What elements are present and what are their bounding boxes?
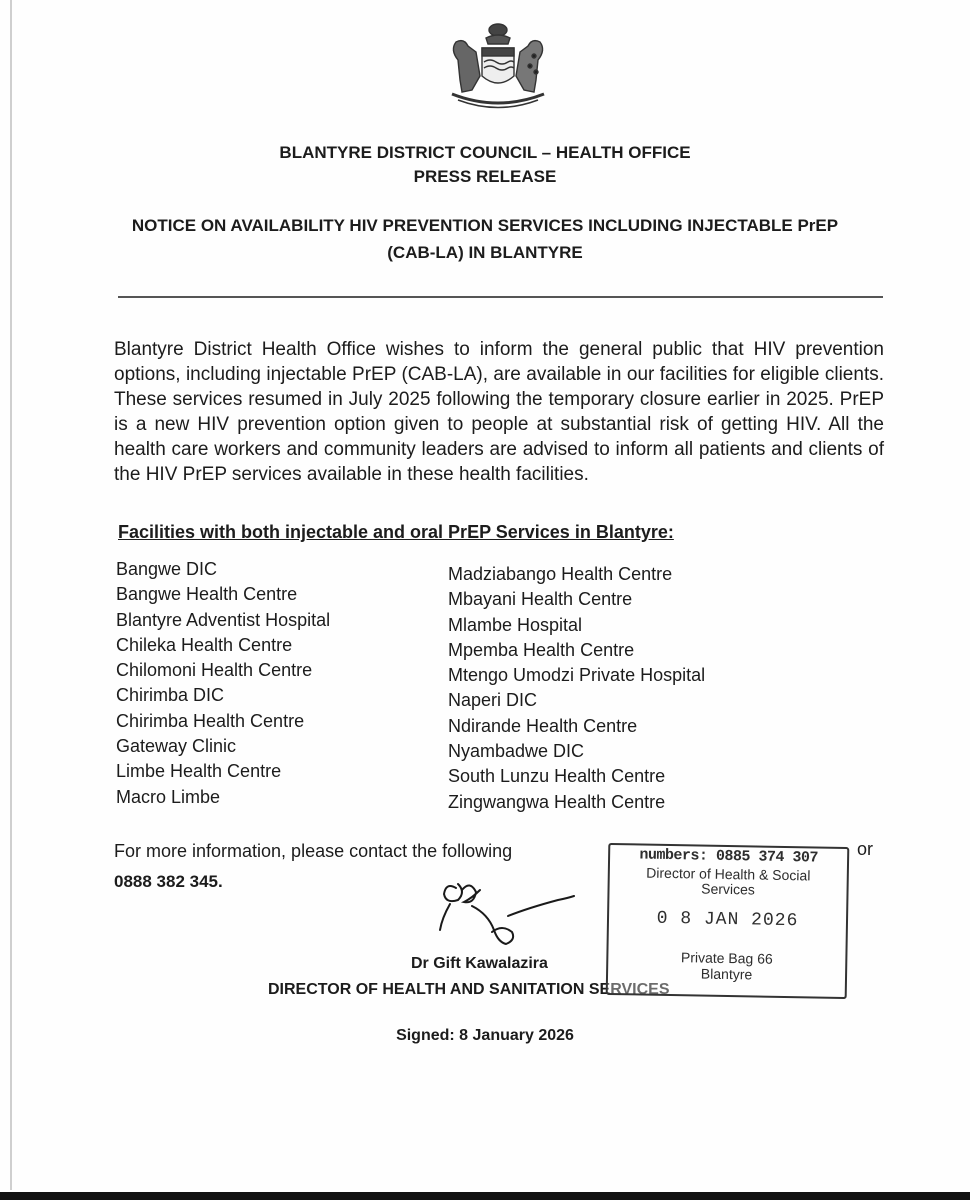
scan-border	[0, 1192, 970, 1200]
list-item: Nyambadwe DIC	[448, 741, 585, 762]
council-heading: BLANTYRE DISTRICT COUNCIL – HEALTH OFFICE	[279, 143, 691, 162]
stamp-city: Blantyre	[700, 965, 753, 983]
contact-or: or	[857, 839, 874, 859]
notice-title-line2: (CAB-LA) IN BLANTYRE	[387, 243, 583, 262]
list-item: Chirimba DIC	[116, 685, 225, 706]
list-item: Chilomoni Health Centre	[116, 660, 313, 681]
facilities-list-left	[116, 557, 330, 810]
list-item: Ndirande Health Centre	[448, 715, 638, 736]
list-item: Macro Limbe	[116, 786, 221, 807]
list-item: Chirimba Health Centre	[116, 710, 305, 731]
list-item: Limbe Health Centre	[116, 761, 282, 782]
signed-date: Signed: 8 January 2026	[396, 1027, 574, 1044]
facilities-heading: Facilities with both injectable and oral PrEP Services in Blantyre:	[118, 522, 674, 542]
notice-title-line1: NOTICE ON AVAILABILITY HIV PREVENTION SERVICES INCLUDING INJECTABLE PrEP	[131, 216, 839, 235]
contact-text: For more information, please contact the following	[114, 841, 513, 861]
stamp-date: 0 8 JAN 2026	[656, 908, 799, 932]
list-item: Gateway Clinic	[116, 736, 237, 757]
list-item: Mpemba Health Centre	[448, 639, 635, 660]
list-item: Mbayani Health Centre	[448, 589, 633, 610]
list-item: South Lunzu Health Centre	[448, 766, 666, 787]
stamp-office: Director of Health & Social	[646, 864, 811, 884]
list-item: Chileka Health Centre	[116, 634, 293, 655]
list-item: Blantyre Adventist Hospital	[116, 609, 331, 630]
stamp-phone-numbers: numbers: 0885 374 307	[639, 846, 819, 867]
list-item: Madziabango Health Centre	[448, 564, 673, 584]
facilities-list-right	[448, 562, 705, 815]
list-item: Bangwe Health Centre	[116, 584, 298, 605]
handwritten-signature	[428, 870, 578, 955]
list-item: Naperi DIC	[448, 690, 538, 711]
stamp-office-2: Services	[701, 880, 756, 898]
divider	[118, 296, 883, 299]
list-item: Zingwangwa Health Centre	[448, 791, 666, 812]
list-item: Mtengo Umodzi Private Hospital	[448, 665, 706, 686]
doc-type-heading: PRESS RELEASE	[413, 167, 557, 186]
signatory-name: Dr Gift Kawalazira	[411, 955, 548, 972]
office-stamp	[606, 843, 850, 999]
list-item: Mlambe Hospital	[448, 614, 583, 635]
contact-phone-2: 0888 382 345.	[114, 872, 223, 891]
coat-of-arms-emblem	[438, 20, 558, 115]
list-item: Bangwe DIC	[116, 559, 218, 579]
notice-paragraph: Blantyre District Health Office wishes to inform the general public that HIV prevention options, including injectable PrEP (CAB-LA), are available in our facilities for eligible clients. These services resumed in July 2025 following the temporary closure earlier in 2025. PrEP is a new HIV prevention option given to people at substantial risk of getting HIV. All the health care workers and community leaders are advised to inform all patients and clients of the HIV PrEP services available in these health facilities.	[114, 339, 884, 485]
signatory-title: DIRECTOR OF HEALTH AND SANITATION SERVICES	[268, 981, 670, 998]
stamp-address: Private Bag 66	[680, 949, 773, 967]
